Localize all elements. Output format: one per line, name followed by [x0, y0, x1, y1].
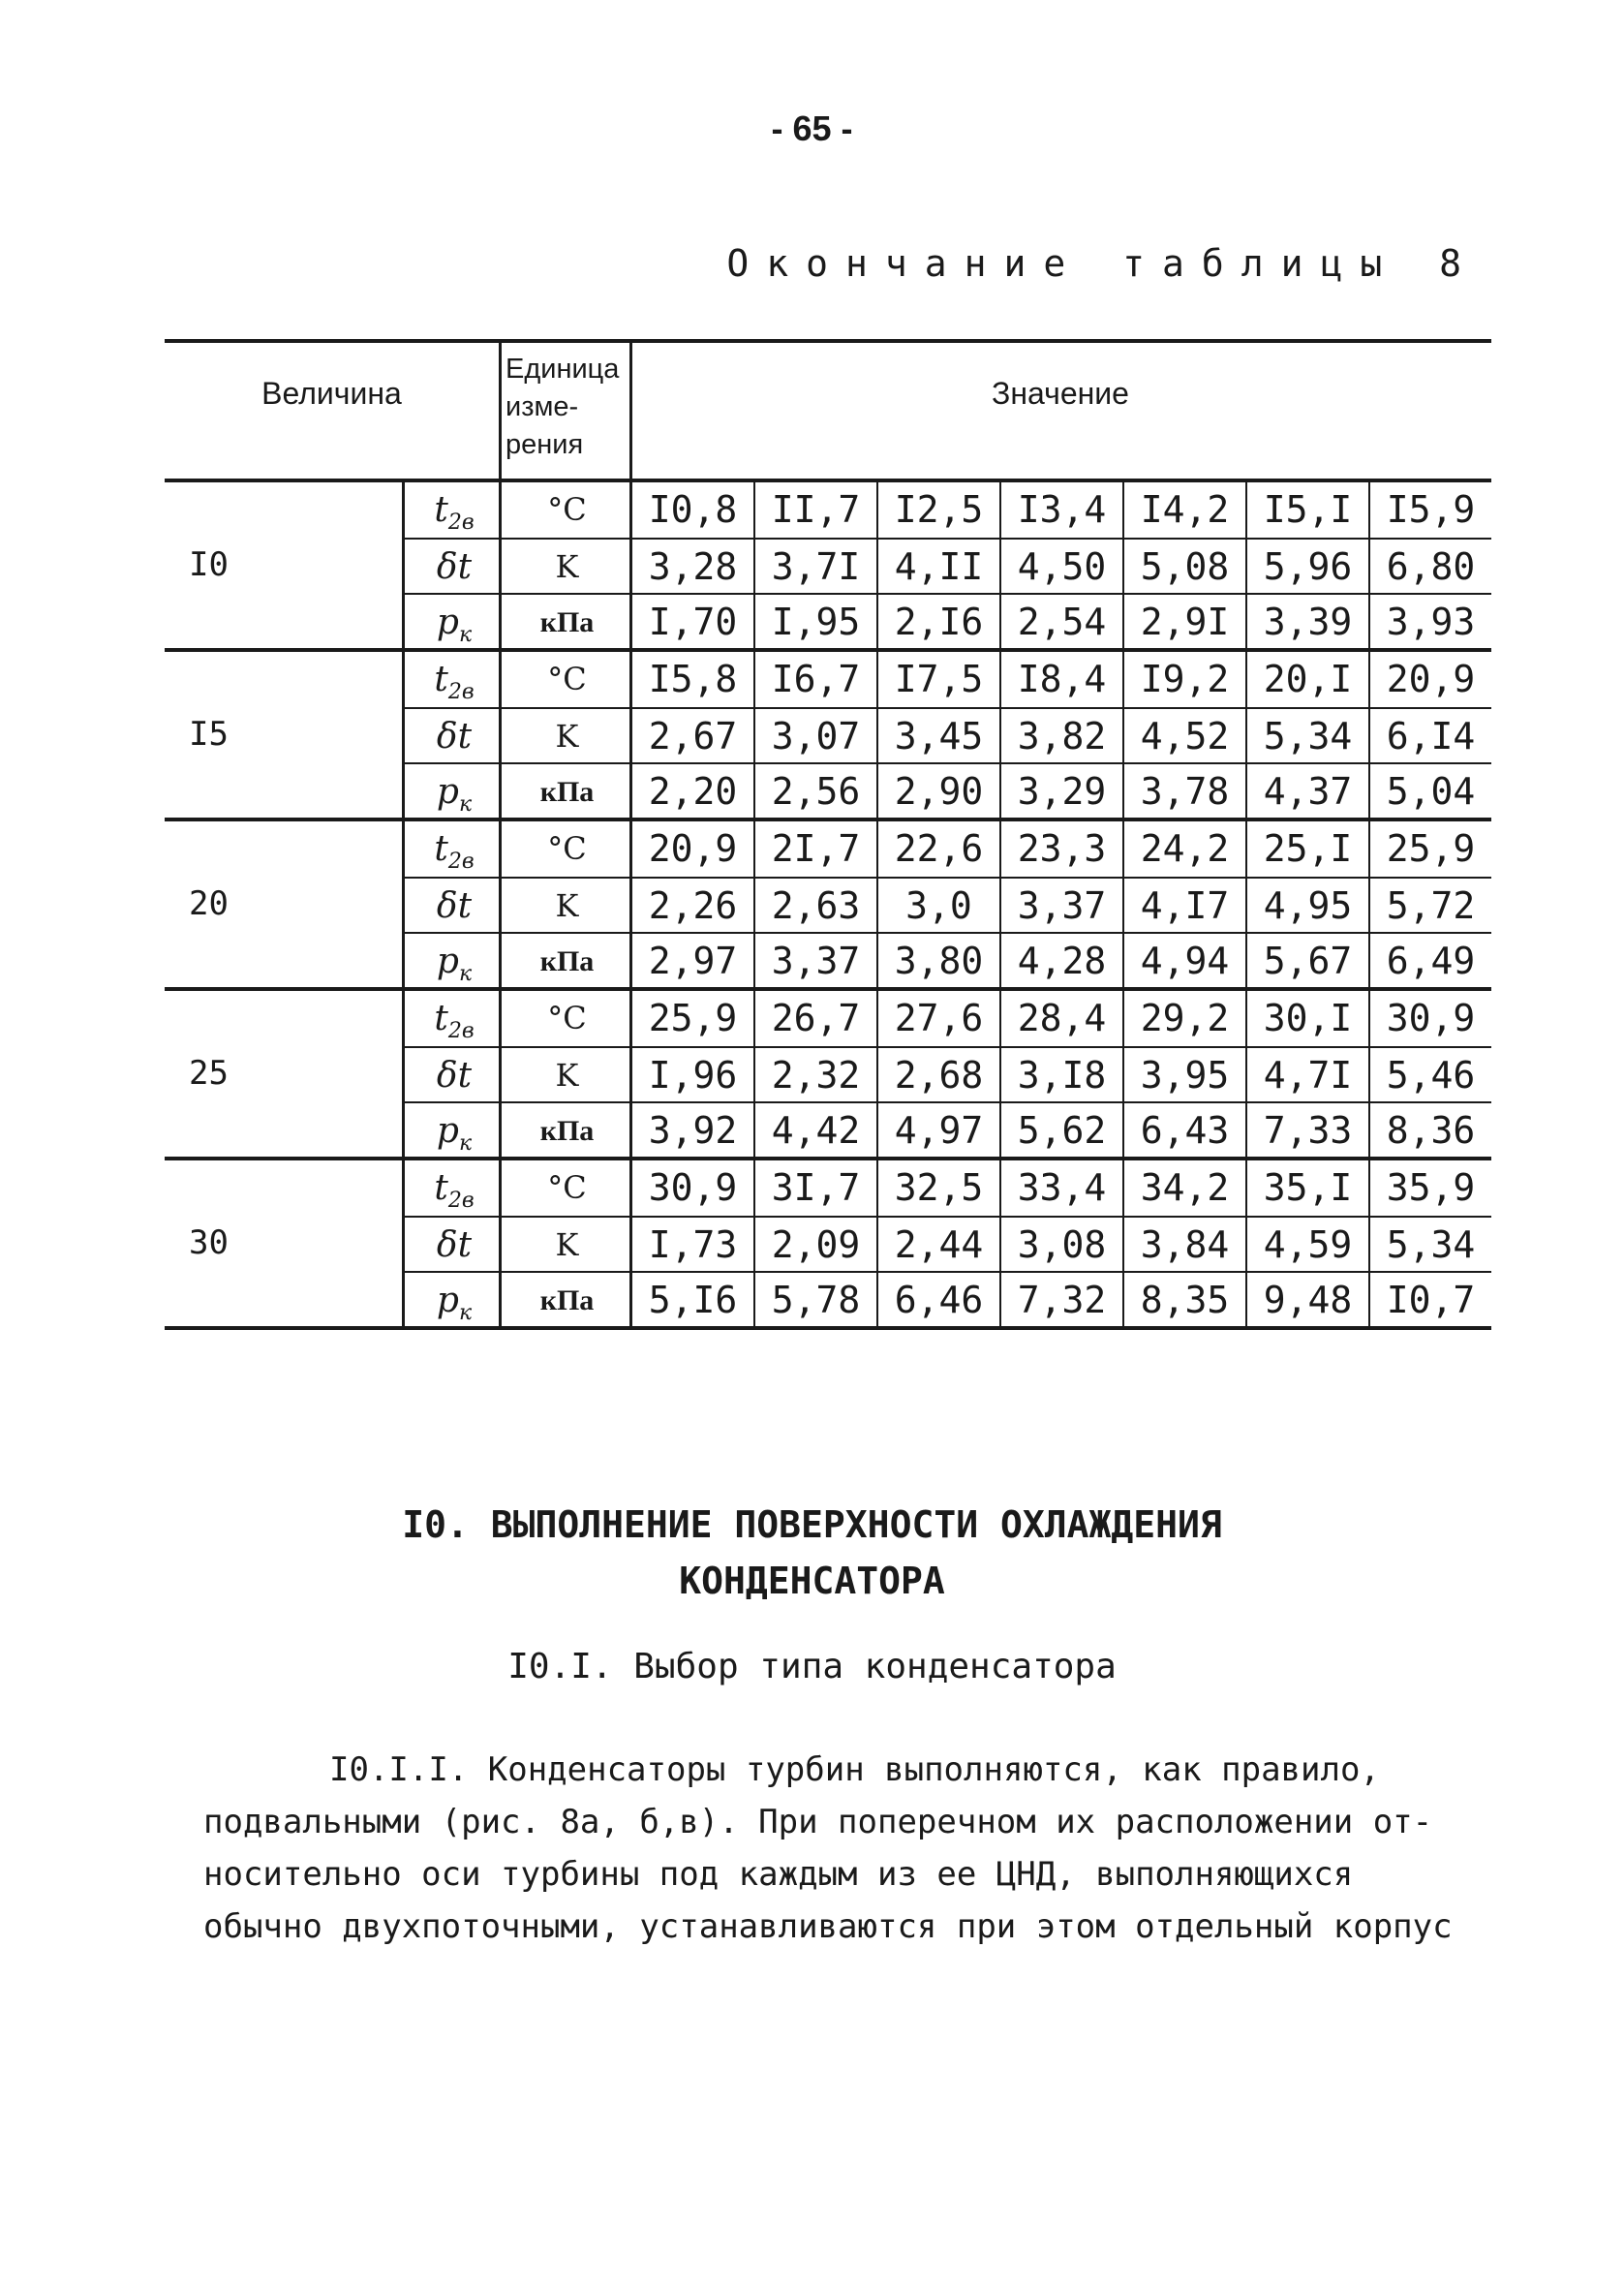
- table-cell: 5,46: [1368, 1048, 1491, 1103]
- section-title-line: I0. ВЫПОЛНЕНИЕ ПОВЕРХНОСТИ ОХЛАЖДЕНИЯ: [402, 1503, 1222, 1546]
- table-cell: I,95: [753, 595, 876, 650]
- table-row: [402, 1101, 1491, 1159]
- table-cell: 2,09: [753, 1218, 876, 1273]
- row-unit: кПа: [539, 606, 595, 638]
- table-cell: I,70: [648, 601, 738, 643]
- header-unit-line: изме-: [506, 391, 579, 422]
- table-row: [402, 1046, 1491, 1103]
- table-cell: 20,9: [648, 827, 738, 870]
- table-cell: 3,07: [753, 709, 876, 764]
- table-cell: 34,2: [1122, 1160, 1245, 1216]
- table-cell: 7,33: [1245, 1103, 1368, 1159]
- table-cell: 3,37: [999, 879, 1122, 934]
- table-cell: 3,84: [1122, 1218, 1245, 1273]
- table-cell: 4,52: [1122, 709, 1245, 764]
- table-row: [402, 1271, 1491, 1328]
- section-title: [0, 1497, 1624, 1609]
- table-cell: 29,2: [1122, 991, 1245, 1046]
- table-cell: 23,3: [999, 821, 1122, 877]
- table-cell: 2,54: [999, 595, 1122, 650]
- table-group: [165, 482, 1491, 652]
- table-cell: 2,56: [753, 764, 876, 819]
- table-cell: 3,I8: [999, 1048, 1122, 1103]
- table-cell: 4,94: [1122, 934, 1245, 989]
- table-cell: 3,29: [999, 764, 1122, 819]
- table-cell: 3,78: [1122, 764, 1245, 819]
- row-symbol: $t_{2в}$: [434, 829, 475, 874]
- row-unit: кПа: [539, 1284, 595, 1316]
- table-cell: 2,68: [876, 1048, 999, 1103]
- body-paragraph: [203, 1744, 1491, 1953]
- table-cell: I,73: [648, 1223, 738, 1266]
- table-row: [402, 652, 1491, 707]
- table-cell: 2,97: [648, 940, 738, 982]
- row-unit: K: [555, 1226, 579, 1263]
- paragraph-line: I0.I.I. Конденсаторы турбин выполняются, как правило,: [329, 1750, 1380, 1789]
- table-cell: 4,II: [876, 540, 999, 595]
- row-unit: кПа: [539, 1115, 595, 1147]
- table-cell: 5,78: [753, 1273, 876, 1328]
- table-cell: 25,9: [648, 997, 738, 1039]
- header-unit-line: рения: [506, 429, 584, 460]
- table-cell: 6,49: [1368, 934, 1491, 989]
- table-cell: 3I,7: [753, 1160, 876, 1216]
- header-unit-line: Единица: [506, 354, 620, 385]
- table-cell: 30,I: [1245, 991, 1368, 1046]
- table-cell: 6,43: [1122, 1103, 1245, 1159]
- row-symbol: δt: [436, 886, 473, 926]
- table-row: [402, 1216, 1491, 1273]
- table-cell: 8,35: [1122, 1273, 1245, 1328]
- row-symbol: $p_к$: [436, 1281, 473, 1325]
- table-cell: I5,8: [648, 658, 738, 700]
- table-cell: 26,7: [753, 991, 876, 1046]
- table-row: [402, 1160, 1491, 1216]
- table-caption: Окончание таблицы 8: [726, 242, 1479, 285]
- table-cell: 3,39: [1245, 595, 1368, 650]
- row-unit: °C: [547, 830, 587, 867]
- row-symbol: $t_{2в}$: [434, 999, 475, 1043]
- row-symbol: $p_к$: [436, 603, 473, 647]
- paragraph-line: подвальными (рис. 8а, б,в). При поперечном их расположении от-: [203, 1803, 1433, 1841]
- table-cell: 22,6: [876, 821, 999, 877]
- table-cell: 5,96: [1245, 540, 1368, 595]
- table-cell: 5,I6: [648, 1279, 738, 1321]
- table-cell: 35,9: [1368, 1160, 1491, 1216]
- row-symbol: $t_{2в}$: [434, 490, 475, 535]
- table-row: [402, 821, 1491, 877]
- table-cell: 6,I4: [1368, 709, 1491, 764]
- table-cell: 2,44: [876, 1218, 999, 1273]
- table-cell: 4,7I: [1245, 1048, 1368, 1103]
- table-cell: 25,9: [1368, 821, 1491, 877]
- table-cell: 2,26: [648, 884, 738, 927]
- table-cell: I4,2: [1122, 482, 1245, 538]
- table-cell: 35,I: [1245, 1160, 1368, 1216]
- table-cell: I5,I: [1245, 482, 1368, 538]
- table-row: [402, 482, 1491, 538]
- header-unit: [506, 351, 627, 464]
- table-cell: I2,5: [876, 482, 999, 538]
- table-cell: 32,5: [876, 1160, 999, 1216]
- table-cell: I3,4: [999, 482, 1122, 538]
- row-unit: кПа: [539, 776, 595, 808]
- table-cell: 2,9I: [1122, 595, 1245, 650]
- table-cell: I0,8: [648, 488, 738, 531]
- table-cell: 3,80: [876, 934, 999, 989]
- table-cell: I7,5: [876, 652, 999, 707]
- table-cell: 5,34: [1245, 709, 1368, 764]
- table-cell: 3,37: [753, 934, 876, 989]
- table-cell: 30,9: [1368, 991, 1491, 1046]
- table-cell: 5,34: [1368, 1218, 1491, 1273]
- table-group: [165, 652, 1491, 821]
- table-cell: 3,0: [876, 879, 999, 934]
- row-symbol: $p_к$: [436, 1111, 473, 1156]
- table-cell: I6,7: [753, 652, 876, 707]
- table-row: [402, 707, 1491, 764]
- table-cell: 2,63: [753, 879, 876, 934]
- page-number: - 65 -: [771, 108, 853, 148]
- table-cell: 28,4: [999, 991, 1122, 1046]
- table-cell: 9,48: [1245, 1273, 1368, 1328]
- row-symbol: $t_{2в}$: [434, 1168, 475, 1213]
- row-unit: кПа: [539, 945, 595, 977]
- table-cell: 27,6: [876, 991, 999, 1046]
- table-cell: 25,I: [1245, 821, 1368, 877]
- table-cell: 7,32: [999, 1273, 1122, 1328]
- table-cell: 3,82: [999, 709, 1122, 764]
- table-cell: I,96: [648, 1054, 738, 1097]
- group-label: 25: [189, 1054, 229, 1093]
- paragraph-line: носительно оси турбины под каждым из ее ЦНД, выполняющихся: [203, 1855, 1354, 1894]
- table-cell: I9,2: [1122, 652, 1245, 707]
- table-row: [402, 538, 1491, 595]
- table-cell: 2,20: [648, 770, 738, 813]
- row-symbol: $p_к$: [436, 942, 473, 986]
- table-header: [165, 339, 1491, 482]
- table-cell: 20,I: [1245, 652, 1368, 707]
- table-cell: 4,95: [1245, 879, 1368, 934]
- table-cell: I5,9: [1368, 482, 1491, 538]
- subsection-title: I0.I. Выбор типа конденсатора: [507, 1647, 1117, 1686]
- row-symbol: $p_к$: [436, 772, 473, 817]
- table-group: [165, 1160, 1491, 1330]
- table-cell: II,7: [753, 482, 876, 538]
- table-row: [402, 593, 1491, 650]
- header-values: Значение: [992, 376, 1129, 411]
- table-cell: 4,50: [999, 540, 1122, 595]
- row-symbol: δt: [436, 717, 473, 757]
- row-symbol: δt: [436, 1225, 473, 1265]
- table-cell: 6,80: [1368, 540, 1491, 595]
- row-symbol: δt: [436, 547, 473, 587]
- table-cell: 4,37: [1245, 764, 1368, 819]
- table-row: [402, 932, 1491, 989]
- table-cell: 33,4: [999, 1160, 1122, 1216]
- row-unit: °C: [547, 661, 587, 697]
- table-cell: 2,67: [648, 715, 738, 758]
- table-cell: 4,28: [999, 934, 1122, 989]
- table-cell: 5,08: [1122, 540, 1245, 595]
- group-label: 20: [189, 884, 229, 923]
- table-group: [165, 821, 1491, 991]
- table-cell: 24,2: [1122, 821, 1245, 877]
- row-unit: °C: [547, 1000, 587, 1036]
- row-unit: °C: [547, 491, 587, 528]
- table-cell: 2I,7: [753, 821, 876, 877]
- table-cell: 8,36: [1368, 1103, 1491, 1159]
- table-cell: 30,9: [648, 1166, 738, 1209]
- table-cell: 5,72: [1368, 879, 1491, 934]
- group-label: I5: [189, 715, 229, 754]
- table-row: [402, 877, 1491, 934]
- table-cell: 5,04: [1368, 764, 1491, 819]
- row-unit: °C: [547, 1169, 587, 1206]
- table-cell: I0,7: [1368, 1273, 1491, 1328]
- table-cell: 4,59: [1245, 1218, 1368, 1273]
- table-cell: 20,9: [1368, 652, 1491, 707]
- table-cell: 3,28: [648, 545, 738, 588]
- table-cell: 2,32: [753, 1048, 876, 1103]
- table-row: [402, 762, 1491, 819]
- table-cell: 3,45: [876, 709, 999, 764]
- table-cell: I8,4: [999, 652, 1122, 707]
- table-cell: 4,42: [753, 1103, 876, 1159]
- header-quantity: Величина: [261, 376, 402, 411]
- section-title-line: КОНДЕНСАТОРА: [679, 1560, 945, 1602]
- row-symbol: $t_{2в}$: [434, 660, 475, 704]
- row-unit: K: [555, 887, 579, 924]
- paragraph-line: обычно двухпоточными, устанавливаются при этом отдельный корпус: [203, 1907, 1453, 1946]
- table-cell: 4,97: [876, 1103, 999, 1159]
- table-group: [165, 991, 1491, 1160]
- table-cell: 4,I7: [1122, 879, 1245, 934]
- table-cell: 3,92: [648, 1109, 738, 1152]
- table-cell: 6,46: [876, 1273, 999, 1328]
- table-cell: 2,90: [876, 764, 999, 819]
- row-symbol: δt: [436, 1056, 473, 1096]
- table-cell: 3,95: [1122, 1048, 1245, 1103]
- group-label: I0: [189, 545, 229, 584]
- data-table: [165, 339, 1491, 1330]
- table-cell: 3,08: [999, 1218, 1122, 1273]
- row-unit: K: [555, 718, 579, 755]
- row-unit: K: [555, 1057, 579, 1094]
- table-cell: 3,7I: [753, 540, 876, 595]
- row-unit: K: [555, 548, 579, 585]
- table-cell: 5,62: [999, 1103, 1122, 1159]
- table-cell: 3,93: [1368, 595, 1491, 650]
- table-cell: 2,I6: [876, 595, 999, 650]
- table-row: [402, 991, 1491, 1046]
- group-label: 30: [189, 1223, 229, 1262]
- table-cell: 5,67: [1245, 934, 1368, 989]
